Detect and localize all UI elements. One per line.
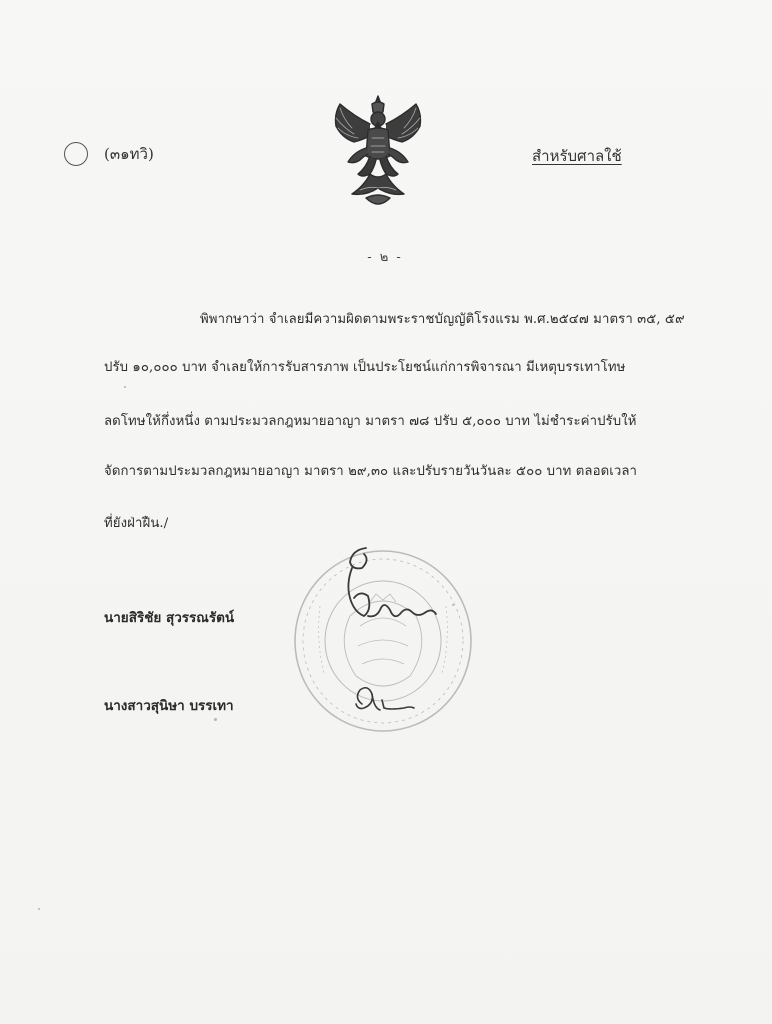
judge-name-2: นางสาวสุนิษา บรรเทา bbox=[104, 698, 234, 714]
scan-speck bbox=[214, 718, 217, 721]
scan-speck bbox=[38, 908, 40, 910]
judgment-line: ที่ยังฝ่าฝืน./ bbox=[104, 516, 169, 531]
judgment-line: จัดการตามประมวลกฎหมายอาญา มาตรา ๒๙,๓๐ และปรับรายวันวันละ ๕๐๐ บาท ตลอดเวลา bbox=[104, 464, 638, 479]
court-use-label: สำหรับศาลใช้ bbox=[532, 147, 622, 165]
form-code: (๓๑ทวิ) bbox=[104, 145, 154, 163]
circle-icon bbox=[64, 142, 88, 166]
judgment-line: ปรับ ๑๐,๐๐๐ บาท จำเลยให้การรับสารภาพ เป็นประโยชน์แก่การพิจารณา มีเหตุบรรเทาโทษ bbox=[104, 360, 626, 375]
scan-speck bbox=[124, 386, 126, 388]
judgment-line: ลดโทษให้กึ่งหนึ่ง ตามประมวลกฎหมายอาญา มาตรา ๗๘ ปรับ ๕,๐๐๐ บาท ไม่ชำระค่าปรับให้ bbox=[104, 414, 637, 429]
judgment-line: พิพากษาว่า จำเลยมีความผิดตามพระราชบัญญัติโรงแรม พ.ศ.๒๕๔๗ มาตรา ๓๕, ๕๙ bbox=[200, 312, 685, 327]
signature-2 bbox=[350, 680, 420, 720]
judge-name-1: นายสิริชัย สุวรรณรัตน์ bbox=[104, 610, 235, 626]
page-number: - ๒ - bbox=[367, 250, 403, 265]
garuda-emblem-icon bbox=[326, 90, 430, 210]
signature-1 bbox=[330, 540, 440, 640]
scan-speck bbox=[452, 604, 454, 606]
